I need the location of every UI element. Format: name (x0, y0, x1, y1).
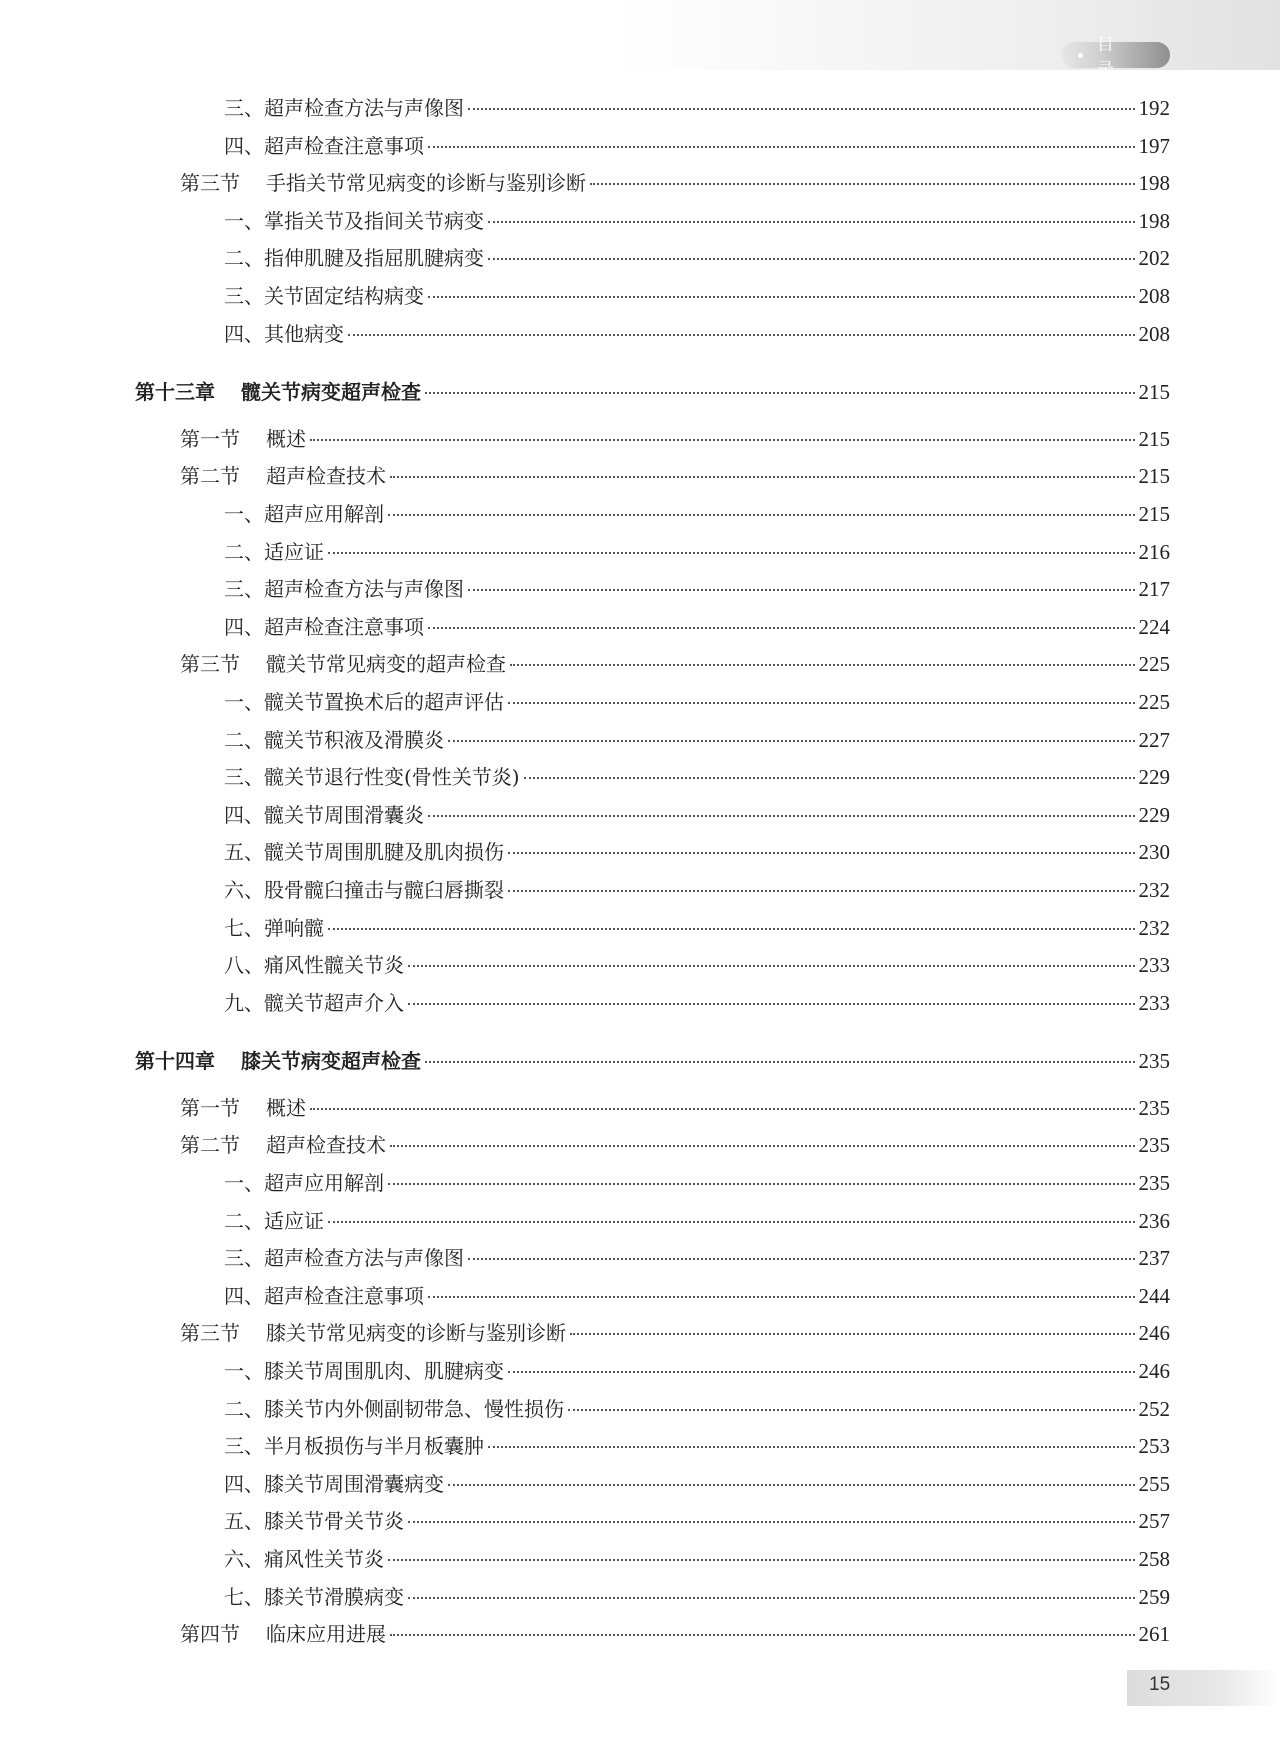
toc-section[interactable] (0, 1319, 1170, 1347)
toc-section[interactable] (0, 1620, 1170, 1648)
dot-leader (570, 1333, 1135, 1335)
toc-page-number: 227 (1138, 727, 1170, 752)
section-title: 临床应用进展 (266, 1622, 386, 1647)
toc-item-label: 一、膝关节周围肌肉、肌腱病变 (224, 1359, 504, 1383)
dot-leader (524, 777, 1135, 779)
header-label: 目 录 (1096, 35, 1126, 80)
dot-leader (408, 1521, 1135, 1523)
toc-item[interactable] (0, 1244, 1170, 1272)
toc-page-number: 208 (1138, 321, 1170, 346)
toc-page-number: 236 (1138, 1208, 1170, 1233)
dot-leader (390, 1145, 1135, 1147)
toc-item-label: 三、髋关节退行性变(骨性关节炎) (224, 765, 520, 790)
toc-item[interactable] (0, 207, 1170, 235)
toc-item[interactable] (0, 801, 1170, 829)
toc-page-number: 215 (1138, 501, 1170, 526)
toc-page-number: 215 (1138, 464, 1170, 489)
toc-item-label: 三、半月板损伤与半月板囊肿 (224, 1434, 484, 1459)
dot-leader (328, 928, 1135, 930)
dot-leader (510, 664, 1135, 666)
toc-item[interactable] (0, 1507, 1170, 1535)
toc-page-number: 233 (1138, 953, 1170, 978)
dot-leader (428, 627, 1135, 629)
toc-page-number: 224 (1138, 614, 1170, 639)
toc-item-label: 一、超声应用解剖 (224, 501, 384, 526)
toc-page-number: 235 (1138, 1095, 1170, 1120)
toc-item[interactable] (0, 1395, 1170, 1423)
toc-item[interactable] (0, 575, 1170, 603)
toc-page-number: 229 (1138, 765, 1170, 790)
page-number-box (1127, 1670, 1280, 1706)
toc-item[interactable] (0, 688, 1170, 716)
toc-item[interactable] (0, 1432, 1170, 1460)
toc-page-number: 192 (1138, 96, 1170, 120)
toc-item-label: 一、髋关节置换术后的超声评估 (224, 689, 504, 714)
dot-leader (388, 514, 1135, 516)
dot-leader (428, 146, 1135, 148)
dot-leader (448, 1484, 1135, 1486)
section-heading (180, 1620, 386, 1648)
section-title: 膝关节常见病变的诊断与鉴别诊断 (266, 1321, 566, 1346)
toc-chapter[interactable] (0, 1047, 1170, 1075)
toc-section[interactable] (0, 1131, 1170, 1159)
dot-leader (568, 1409, 1135, 1411)
section-title: 手指关节常见病变的诊断与鉴别诊断 (266, 171, 586, 196)
chapter-title: 髋关节病变超声检查 (241, 380, 421, 405)
toc-item-label: 八、痛风性髋关节炎 (224, 953, 404, 978)
toc-item[interactable] (0, 951, 1170, 979)
toc-section[interactable] (0, 425, 1170, 453)
section-number: 第二节 (180, 1133, 240, 1158)
toc-page-number: 235 (1138, 1171, 1170, 1195)
section-number: 第四节 (180, 1622, 240, 1647)
dot-leader (310, 1108, 1135, 1110)
toc-item-label: 七、弹响髋 (224, 915, 324, 940)
section-heading (180, 462, 386, 490)
toc-page-number: 253 (1138, 1434, 1170, 1459)
toc-item-label: 六、股骨髋臼撞击与髋臼唇撕裂 (224, 877, 504, 902)
toc-item-label: 六、痛风性关节炎 (224, 1547, 384, 1571)
toc-item-label: 四、超声检查注意事项 (224, 1283, 424, 1308)
toc-section[interactable] (0, 1094, 1170, 1122)
toc-page-number: 198 (1138, 208, 1170, 233)
section-heading (180, 1094, 306, 1122)
toc-page-number: 235 (1138, 1133, 1170, 1158)
toc-item-label: 四、髋关节周围滑囊炎 (224, 802, 424, 827)
toc-item-label: 四、超声检查注意事项 (224, 614, 424, 639)
toc-item[interactable] (0, 613, 1170, 641)
toc-item-label: 二、指伸肌腱及指屈肌腱病变 (224, 246, 484, 271)
toc-page-number: 259 (1138, 1584, 1170, 1609)
section-heading (180, 425, 306, 453)
toc-page-number: 208 (1138, 284, 1170, 308)
dot-leader (488, 258, 1135, 260)
toc-page-number: 232 (1138, 915, 1170, 940)
dot-leader (428, 1296, 1135, 1298)
dot-leader (348, 334, 1135, 336)
dot-leader (390, 1634, 1135, 1636)
toc-item[interactable] (0, 244, 1170, 272)
dot-leader (425, 392, 1135, 394)
dot-leader (488, 1446, 1135, 1448)
toc-item-label: 二、膝关节内外侧副韧带急、慢性损伤 (224, 1396, 564, 1421)
chapter-number: 第十四章 (135, 1049, 215, 1074)
toc-item-label: 二、髋关节积液及滑膜炎 (224, 727, 444, 752)
toc-page-number: 197 (1138, 133, 1170, 158)
dot-leader (590, 183, 1135, 185)
section-heading (180, 169, 586, 197)
toc-item-label: 二、适应证 (224, 539, 324, 564)
section-number: 第二节 (180, 464, 240, 489)
toc-item[interactable] (0, 1169, 1170, 1197)
section-heading (180, 1131, 386, 1159)
toc-item-label: 三、超声检查方法与声像图 (224, 577, 464, 602)
toc-page-number: 229 (1138, 802, 1170, 827)
dot-leader (488, 221, 1135, 223)
toc-item-label: 七、膝关节滑膜病变 (224, 1584, 404, 1609)
dot-leader (468, 108, 1135, 110)
toc-item[interactable] (0, 1282, 1170, 1310)
toc-item[interactable] (0, 94, 1170, 122)
section-number: 第一节 (180, 1095, 240, 1120)
toc-item-label: 四、膝关节周围滑囊病变 (224, 1471, 444, 1496)
toc-item-label: 四、超声检查注意事项 (224, 133, 424, 158)
section-title: 超声检查技术 (266, 1133, 386, 1158)
toc-item[interactable] (0, 132, 1170, 160)
dot-leader (328, 552, 1135, 554)
toc-page-number: 261 (1138, 1622, 1170, 1647)
toc-item-label: 四、其他病变 (224, 321, 344, 346)
toc-page-number: 255 (1138, 1471, 1170, 1496)
toc-page-number: 232 (1138, 877, 1170, 902)
toc-page-number: 233 (1138, 990, 1170, 1015)
toc-page-number: 237 (1138, 1246, 1170, 1271)
toc-page-number: 252 (1138, 1396, 1170, 1421)
toc-item-label: 一、超声应用解剖 (224, 1171, 384, 1195)
chapter-heading (135, 378, 421, 406)
toc-item-label: 五、髋关节周围肌腱及肌肉损伤 (224, 840, 504, 865)
section-title: 概述 (266, 426, 306, 451)
toc-page-number: 225 (1138, 689, 1170, 714)
dot-leader (508, 890, 1135, 892)
toc-page-number: 258 (1138, 1547, 1170, 1571)
dot-leader (508, 702, 1135, 704)
section-title: 髋关节常见病变的超声检查 (266, 652, 506, 677)
toc-page-number: 225 (1138, 652, 1170, 677)
toc-page-number: 217 (1138, 577, 1170, 602)
toc-item[interactable] (0, 914, 1170, 942)
toc-item[interactable] (0, 538, 1170, 566)
chapter-number: 第十三章 (135, 380, 215, 405)
toc-item[interactable] (0, 320, 1170, 348)
toc-page-number: 235 (1138, 1049, 1170, 1074)
toc-item[interactable] (0, 763, 1170, 791)
section-number: 第一节 (180, 426, 240, 451)
toc-item-label: 一、掌指关节及指间关节病变 (224, 208, 484, 233)
toc-item[interactable] (0, 282, 1170, 310)
toc-page-number: 244 (1138, 1283, 1170, 1308)
chapter-heading (135, 1047, 421, 1075)
dot-leader (328, 1221, 1135, 1223)
toc-page-number: 230 (1138, 840, 1170, 865)
toc-chapter[interactable] (0, 378, 1170, 406)
dot-leader (428, 815, 1135, 817)
dot-leader (428, 296, 1135, 298)
dot-leader (388, 1183, 1135, 1185)
dot-leader (468, 589, 1135, 591)
toc-item[interactable] (0, 989, 1170, 1017)
toc-page-number: 215 (1138, 380, 1170, 405)
toc-item[interactable] (0, 876, 1170, 904)
toc-page-number: 202 (1138, 246, 1170, 271)
bullet-icon (1078, 53, 1083, 58)
section-heading (180, 1319, 566, 1347)
toc-page-number: 198 (1138, 171, 1170, 196)
toc-item[interactable] (0, 1583, 1170, 1611)
dot-leader (448, 740, 1135, 742)
section-title: 超声检查技术 (266, 464, 386, 489)
section-title: 概述 (266, 1095, 306, 1120)
dot-leader (408, 1003, 1135, 1005)
section-number: 第三节 (180, 171, 240, 196)
toc-item[interactable] (0, 726, 1170, 754)
dot-leader (425, 1061, 1135, 1063)
toc-item-label: 九、髋关节超声介入 (224, 990, 404, 1015)
dot-leader (310, 439, 1135, 441)
toc-item-label: 二、适应证 (224, 1208, 324, 1233)
dot-leader (508, 852, 1135, 854)
toc-page-number: 246 (1138, 1321, 1170, 1346)
toc-item-label: 五、膝关节骨关节炎 (224, 1509, 404, 1534)
toc-page-number: 215 (1138, 426, 1170, 451)
dot-leader (388, 1559, 1135, 1561)
dot-leader (468, 1258, 1135, 1260)
toc-item-label: 三、关节固定结构病变 (224, 284, 424, 308)
toc-item-label: 三、超声检查方法与声像图 (224, 1246, 464, 1271)
toc-item[interactable] (0, 1470, 1170, 1498)
toc-item[interactable] (0, 838, 1170, 866)
dot-leader (390, 476, 1135, 478)
toc-item[interactable] (0, 1545, 1170, 1573)
toc-item[interactable] (0, 1207, 1170, 1235)
toc-page-number: 216 (1138, 539, 1170, 564)
toc-page-number: 257 (1138, 1509, 1170, 1534)
dot-leader (408, 965, 1135, 967)
toc-page-number: 246 (1138, 1359, 1170, 1383)
header-tab (1062, 35, 1170, 80)
toc-section[interactable] (0, 462, 1170, 490)
section-number: 第三节 (180, 1321, 240, 1346)
toc-item-label: 三、超声检查方法与声像图 (224, 96, 464, 120)
section-number: 第三节 (180, 652, 240, 677)
dot-leader (408, 1597, 1135, 1599)
section-heading (180, 650, 506, 678)
chapter-title: 膝关节病变超声检查 (241, 1049, 421, 1074)
toc-item[interactable] (0, 500, 1170, 528)
toc-section[interactable] (0, 169, 1170, 197)
toc-item[interactable] (0, 1357, 1170, 1385)
page-number: 15 (1149, 1674, 1171, 1695)
dot-leader (508, 1371, 1135, 1373)
toc-section[interactable] (0, 650, 1170, 678)
